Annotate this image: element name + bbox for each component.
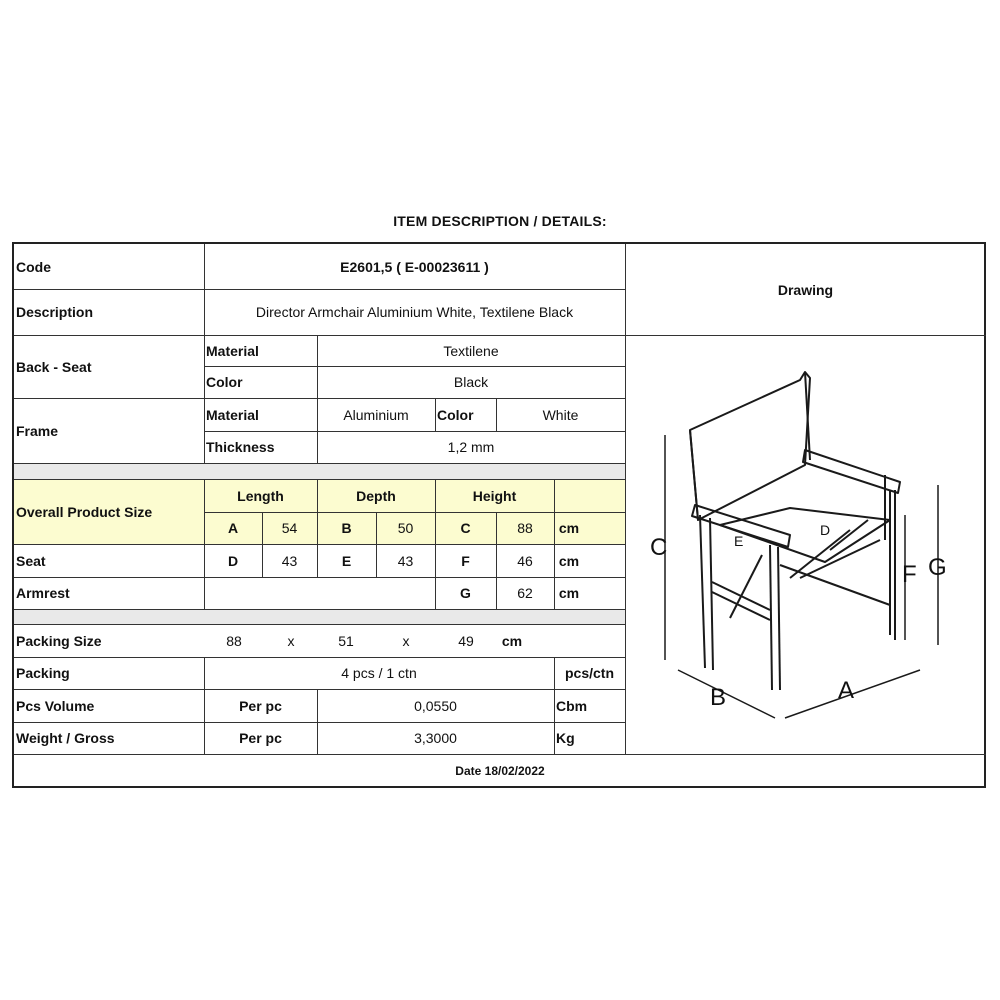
e-label: E <box>341 552 352 569</box>
g-value: 62 <box>517 585 533 601</box>
back-seat-color: Black <box>453 374 489 390</box>
overall-unit: cm <box>558 520 580 536</box>
frame-thickness: 1,2 mm <box>447 439 495 455</box>
armrest-label: Armrest <box>16 585 70 601</box>
frame-color-label: Color <box>437 406 474 423</box>
weight-per: Per pc <box>239 730 282 746</box>
e-value: 43 <box>397 552 414 569</box>
b-label: B <box>341 520 352 536</box>
f-label: F <box>461 552 470 569</box>
b-value: 50 <box>397 520 414 536</box>
seat-label: Seat <box>16 552 46 569</box>
packing-size-unit: cm <box>501 632 523 649</box>
separator-row-2 <box>14 609 625 624</box>
c-value: 88 <box>517 520 533 536</box>
code-value: E2601,5 ( E-00023611 ) <box>340 258 489 275</box>
weight-unit: Kg <box>556 730 575 746</box>
overall-size-label: Overall Product Size <box>16 503 153 520</box>
packing-x2: x <box>402 632 410 649</box>
pcs-volume-label: Pcs Volume <box>16 697 95 714</box>
packing-size-label: Packing Size <box>16 632 102 649</box>
packing-width: 51 <box>338 632 354 649</box>
packing-height: 49 <box>458 632 474 649</box>
frame-label: Frame <box>16 422 59 439</box>
description-value: Director Armchair Aluminium White, Textilene Black <box>255 304 574 320</box>
height-header: Height <box>472 487 517 504</box>
dim-a-label: A <box>838 677 855 704</box>
back-seat-material: Textilene <box>443 342 499 359</box>
frame-material: Aluminium <box>343 406 409 423</box>
packing-value: 4 pcs / 1 ctn <box>341 665 417 681</box>
date-footer: Date 18/02/2022 <box>455 764 545 778</box>
packing-unit: pcs/ctn <box>564 665 614 681</box>
length-header: Length <box>237 487 284 504</box>
back-seat-material-label: Material <box>206 342 259 359</box>
packing-length: 88 <box>226 632 242 649</box>
armrest-unit: cm <box>558 585 580 601</box>
separator-row-1 <box>14 463 625 479</box>
code-label: Code <box>16 258 51 275</box>
pcs-volume-value: 0,0550 <box>414 697 457 714</box>
a-label: A <box>227 520 239 536</box>
depth-header: Depth <box>356 487 396 504</box>
d-label: D <box>227 552 239 569</box>
dim-e-label: E <box>734 533 744 549</box>
dim-b-label: B <box>710 684 727 711</box>
back-seat-color-label: Color <box>206 374 243 390</box>
g-label: G <box>460 585 471 601</box>
page-title: ITEM DESCRIPTION / DETAILS: <box>393 213 607 229</box>
weight-label: Weight / Gross <box>16 730 115 746</box>
back-seat-label: Back - Seat <box>16 358 92 375</box>
chair-drawing <box>650 350 980 730</box>
pcs-volume-per: Per pc <box>239 697 282 714</box>
a-value: 54 <box>281 520 298 536</box>
d-value: 43 <box>281 552 298 569</box>
weight-value: 3,3000 <box>414 730 457 746</box>
frame-color: White <box>542 406 579 423</box>
seat-unit: cm <box>558 552 580 569</box>
frame-material-label: Material <box>206 406 259 423</box>
description-label: Description <box>16 304 94 320</box>
drawing-label: Drawing <box>777 281 834 298</box>
dim-f-label: F <box>902 561 917 588</box>
frame-thickness-label: Thickness <box>206 439 275 455</box>
packing-x1: x <box>287 632 295 649</box>
pcs-volume-unit: Cbm <box>556 697 588 714</box>
c-label: C <box>460 520 471 536</box>
packing-label: Packing <box>16 665 70 681</box>
dim-d-label: D <box>820 522 831 538</box>
dim-g-label: G <box>928 554 947 581</box>
dim-c-label: C <box>650 534 668 561</box>
f-value: 46 <box>517 552 533 569</box>
